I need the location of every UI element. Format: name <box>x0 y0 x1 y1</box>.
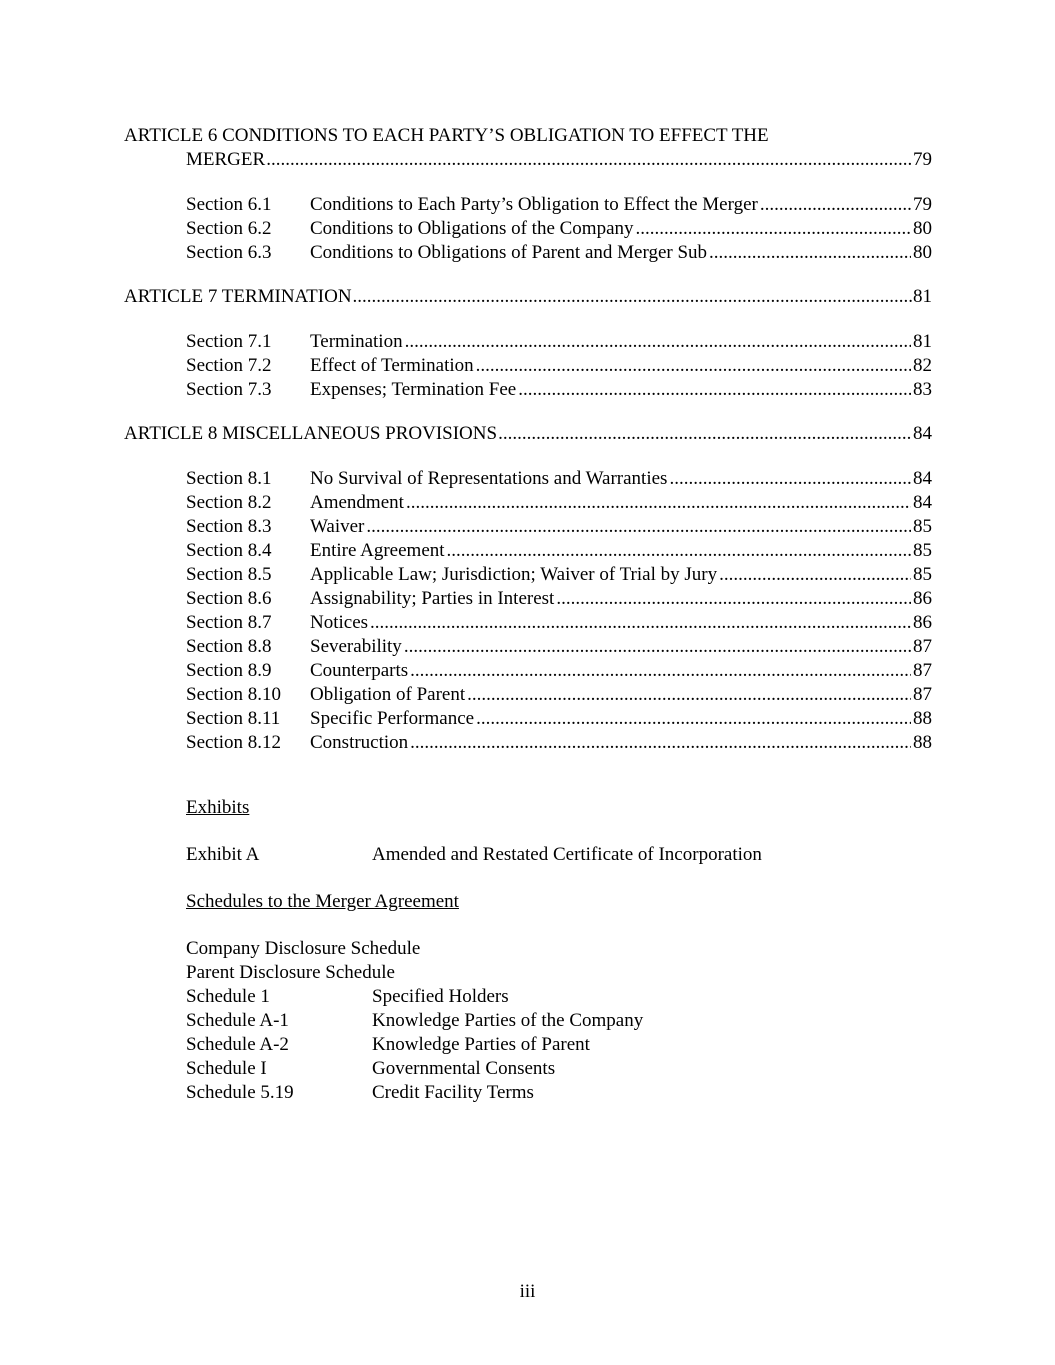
article-title: ARTICLE 7 TERMINATION <box>124 286 352 307</box>
article-page-number: 81 <box>913 286 932 307</box>
section-page-number: 83 <box>913 379 932 400</box>
section-number: Section 8.10 <box>186 684 281 705</box>
dot-leader <box>709 241 911 265</box>
schedule-label: Schedule A-1 <box>186 1010 289 1031</box>
toc-section-row <box>124 707 932 731</box>
schedule-title: Knowledge Parties of the Company <box>372 1010 644 1031</box>
schedule-title: Specified Holders <box>372 986 509 1007</box>
table-of-contents <box>124 124 932 755</box>
section-title: Counterparts <box>310 660 409 681</box>
schedule-title: Credit Facility Terms <box>372 1082 534 1103</box>
section-title: Amendment <box>310 492 404 513</box>
exhibit-row <box>186 843 886 867</box>
section-page-number: 88 <box>913 708 932 729</box>
toc-section-row <box>124 378 932 402</box>
section-title: Conditions to Each Party’s Obligation to Effect the Merger <box>310 194 758 215</box>
dot-leader <box>556 587 911 611</box>
section-title: Construction <box>310 732 409 753</box>
schedule-label: Schedule I <box>186 1058 267 1079</box>
section-number: Section 6.3 <box>186 242 272 263</box>
toc-section-row <box>124 193 932 217</box>
schedule-item: Parent Disclosure Schedule <box>186 962 395 983</box>
dot-leader <box>476 354 911 378</box>
section-page-number: 85 <box>913 540 932 561</box>
section-number: Section 6.1 <box>186 194 272 215</box>
schedule-label: Schedule 5.19 <box>186 1082 294 1103</box>
section-title: Severability <box>310 636 402 657</box>
toc-section-row <box>124 217 932 241</box>
dot-leader <box>366 515 911 539</box>
article-page-number: 84 <box>913 423 932 444</box>
toc-section-row <box>124 539 932 563</box>
section-number: Section 7.2 <box>186 355 272 376</box>
section-number: Section 8.7 <box>186 612 272 633</box>
exhibits-heading: Exhibits <box>186 797 250 818</box>
section-page-number: 86 <box>913 588 932 609</box>
schedule-label: Schedule 1 <box>186 986 270 1007</box>
section-page-number: 85 <box>913 564 932 585</box>
schedule-row <box>186 1009 886 1033</box>
dot-leader <box>467 683 911 707</box>
article-heading <box>124 422 932 446</box>
article-title: ARTICLE 8 MISCELLANEOUS PROVISIONS <box>124 423 498 444</box>
section-title: Termination <box>310 331 403 352</box>
section-page-number: 79 <box>913 194 932 215</box>
section-title: Notices <box>310 612 369 633</box>
page-number: iii <box>519 1281 536 1302</box>
dot-leader <box>669 467 911 491</box>
section-number: Section 8.2 <box>186 492 272 513</box>
section-number: Section 8.6 <box>186 588 272 609</box>
dot-leader <box>404 635 911 659</box>
dot-leader <box>410 731 911 755</box>
section-number: Section 8.5 <box>186 564 272 585</box>
dot-leader <box>405 330 911 354</box>
section-page-number: 81 <box>913 331 932 352</box>
schedule-label: Schedule A-2 <box>186 1034 289 1055</box>
section-number: Section 7.3 <box>186 379 272 400</box>
section-title: Assignability; Parties in Interest <box>310 588 555 609</box>
section-page-number: 88 <box>913 732 932 753</box>
schedule-row <box>186 1057 886 1081</box>
toc-section-row <box>124 330 932 354</box>
toc-section-row <box>124 659 932 683</box>
section-page-number: 82 <box>913 355 932 376</box>
article-heading <box>124 285 932 309</box>
section-list <box>124 193 932 265</box>
section-title: No Survival of Representations and Warranties <box>310 468 668 489</box>
dot-leader <box>266 148 912 172</box>
toc-section-row <box>124 731 932 755</box>
article-title-continued: MERGER <box>186 149 266 170</box>
section-title: Effect of Termination <box>310 355 474 376</box>
section-title: Specific Performance <box>310 708 475 729</box>
toc-article-6 <box>124 124 932 265</box>
section-page-number: 84 <box>913 468 932 489</box>
section-page-number: 87 <box>913 660 932 681</box>
exhibit-title: Amended and Restated Certificate of Incorporation <box>372 844 762 865</box>
schedule-item: Company Disclosure Schedule <box>186 938 421 959</box>
schedule-row <box>186 1081 886 1105</box>
section-page-number: 84 <box>913 492 932 513</box>
toc-section-row <box>124 587 932 611</box>
dot-leader <box>447 539 911 563</box>
toc-section-row <box>124 563 932 587</box>
section-number: Section 6.2 <box>186 218 272 239</box>
section-page-number: 86 <box>913 612 932 633</box>
schedule-row <box>186 1033 886 1057</box>
toc-section-row <box>124 611 932 635</box>
article-heading-continued <box>124 148 932 172</box>
section-page-number: 85 <box>913 516 932 537</box>
section-title: Obligation of Parent <box>310 684 466 705</box>
section-title: Conditions to Obligations of the Company <box>310 218 634 239</box>
schedule-row <box>186 985 886 1009</box>
exhibits-and-schedules <box>186 796 886 1105</box>
toc-section-row <box>124 491 932 515</box>
section-list <box>124 467 932 755</box>
section-page-number: 80 <box>913 218 932 239</box>
section-title: Expenses; Termination Fee <box>310 379 517 400</box>
section-title: Conditions to Obligations of Parent and Merger Sub <box>310 242 708 263</box>
article-page-number: 79 <box>913 149 932 170</box>
toc-section-row <box>124 241 932 265</box>
section-title: Entire Agreement <box>310 540 445 561</box>
dot-leader <box>476 707 911 731</box>
toc-section-row <box>124 467 932 491</box>
section-title: Waiver <box>310 516 365 537</box>
article-heading <box>124 124 932 148</box>
dot-leader <box>636 217 911 241</box>
section-number: Section 8.8 <box>186 636 272 657</box>
section-number: Section 8.4 <box>186 540 272 561</box>
dot-leader <box>719 563 911 587</box>
toc-section-row <box>124 635 932 659</box>
dot-leader <box>406 491 911 515</box>
dot-leader <box>518 378 911 402</box>
toc-section-row <box>124 515 932 539</box>
section-page-number: 80 <box>913 242 932 263</box>
toc-article-7 <box>124 285 932 402</box>
article-title: ARTICLE 6 CONDITIONS TO EACH PARTY’S OBLIGATION TO EFFECT THE <box>124 125 769 146</box>
dot-leader <box>498 422 912 446</box>
toc-section-row <box>124 683 932 707</box>
schedule-title: Governmental Consents <box>372 1058 556 1079</box>
section-number: Section 8.1 <box>186 468 272 489</box>
section-list <box>124 330 932 402</box>
dot-leader <box>370 611 911 635</box>
schedules-heading: Schedules to the Merger Agreement <box>186 891 459 912</box>
section-number: Section 8.3 <box>186 516 272 537</box>
dot-leader <box>760 193 911 217</box>
exhibit-label: Exhibit A <box>186 844 260 865</box>
section-page-number: 87 <box>913 636 932 657</box>
section-page-number: 87 <box>913 684 932 705</box>
section-title: Applicable Law; Jurisdiction; Waiver of Trial by Jury <box>310 564 718 585</box>
dot-leader <box>410 659 911 683</box>
section-number: Section 8.12 <box>186 732 281 753</box>
toc-section-row <box>124 354 932 378</box>
schedule-title: Knowledge Parties of Parent <box>372 1034 590 1055</box>
section-number: Section 8.11 <box>186 708 281 729</box>
section-number: Section 8.9 <box>186 660 272 681</box>
section-number: Section 7.1 <box>186 331 272 352</box>
toc-article-8 <box>124 422 932 755</box>
dot-leader <box>353 285 912 309</box>
